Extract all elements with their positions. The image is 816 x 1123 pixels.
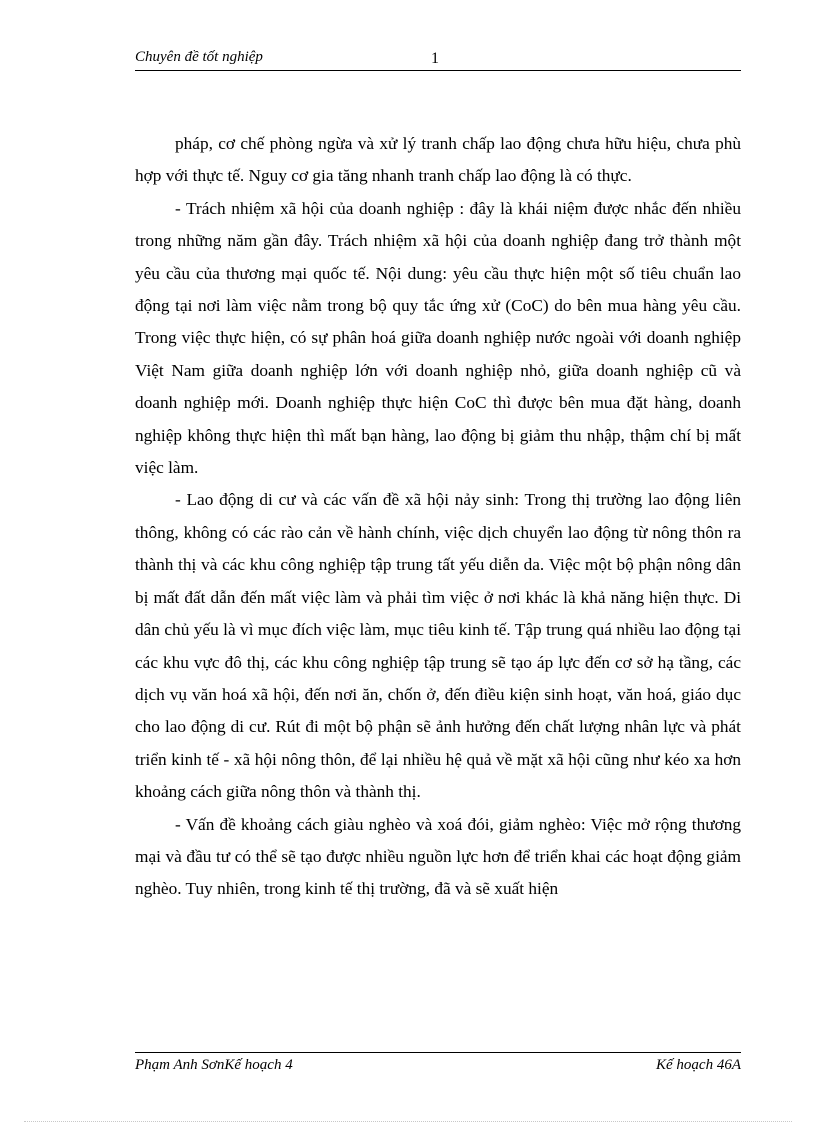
page-edge-divider — [24, 1121, 792, 1122]
header-title: Chuyên đề tốt nghiệp — [135, 49, 263, 65]
paragraph-2: - Trách nhiệm xã hội của doanh nghiệp : đây là khái niệm được nhắc đến nhiều trong những năm gần đây. Trách nhiệm xã hội của doanh nghiệp đang trở thành một yêu cầu của thương mại quốc tế. Nội dung: yêu cầu thực hiện một số tiêu chuẩn lao động tại nơi làm việc nằm trong bộ quy tắc ứng xử (CoC) do bên mua hàng yêu cầu. Trong việc thực hiện, có sự phân hoá giữa doanh nghiệp nước ngoài với doanh nghiệp Việt Nam giữa doanh nghiệp lớn với doanh nghiệp nhỏ, giữa doanh nghiệp cũ và doanh nghiệp mới. Doanh nghiệp thực hiện CoC thì được bên mua đặt hàng, doanh nghiệp không thực hiện thì mất bạn hàng, lao động bị giảm thu nhập, thậm chí bị mất việc làm. — [135, 198, 741, 478]
page-footer — [135, 1052, 741, 1079]
paragraph-3: - Lao động di cư và các vấn đề xã hội nảy sinh: Trong thị trường lao động liên thông, không có các rào cản về hành chính, việc dịch chuyển lao động từ nông thôn ra thành thị và các khu công nghiệp tập trung tất yếu diễn da. Việc một bộ phận nông dân bị mất đất dẫn đến mất việc làm và phải tìm việc ở nơi khác là khả năng hiện thực. Di dân chủ yếu là vì mục đích việc làm, mục tiêu kinh tế. Tập trung quá nhiều lao động tại các khu vực đô thị, các khu công nghiệp tập trung sẽ tạo áp lực đến cơ sở hạ tầng, các dịch vụ văn hoá xã hội, đến nơi ăn, chốn ở, đến điều kiện sinh hoạt, văn hoá, giáo dục cho lao động di cư. Rút đi một bộ phận sẽ ảnh hưởng đến chất lượng nhân lực và phát triển kinh tế - xã hội nông thôn, để lại nhiều hệ quả về mặt xã hội cũng như kéo xa hơn khoảng cách giữa nông thôn và thành thị. — [135, 490, 741, 802]
footer-author: Phạm Anh SơnKế hoạch 4 — [135, 1057, 293, 1073]
document-body — [135, 128, 741, 906]
footer-class: Kế hoạch 46A — [656, 1057, 741, 1073]
page-header — [135, 48, 741, 71]
paragraph-1: pháp, cơ chế phòng ngừa và xử lý tranh chấp lao động chưa hữu hiệu, chưa phù hợp với thực tế. Nguy cơ gia tăng nhanh tranh chấp lao động là có thực. — [135, 134, 741, 186]
page-number: 1 — [431, 50, 439, 67]
paragraph-4: - Vấn đề khoảng cách giàu nghèo và xoá đói, giảm nghèo: Việc mở rộng thương mại và đầu tư có thể sẽ tạo được nhiều nguồn lực hơn để triển khai các hoạt động giảm nghèo. Tuy nhiên, trong kinh tế thị trường, đã và sẽ xuất hiện — [135, 814, 741, 899]
